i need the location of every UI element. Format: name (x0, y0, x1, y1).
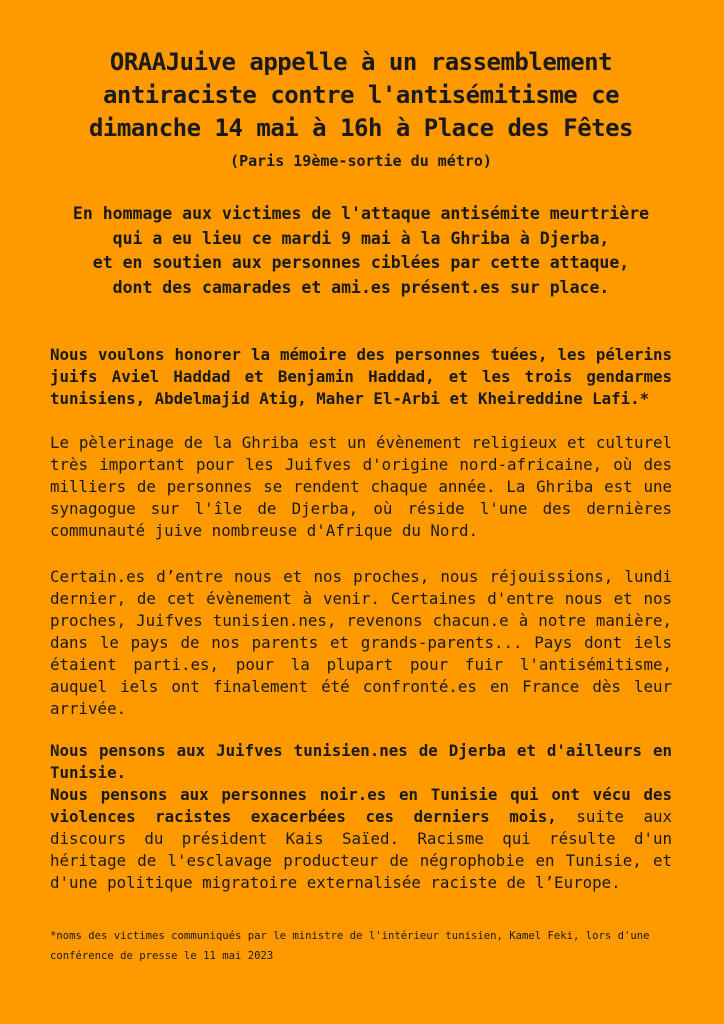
poster-title-line-3: dimanche 14 mai à 16h à Place des Fêtes (88, 114, 634, 142)
pensons-noires-bold-span: Nous pensons aux personnes noir.es en Tunisie qui ont vécu des violences racistes exacerbées ces derniers mois, (50, 785, 672, 826)
poster-title (50, 46, 672, 145)
paragraph-block-pensons (50, 740, 672, 894)
tribute-section (50, 202, 672, 300)
paragraph-ghriba-pilgrimage: Le pèlerinage de la Ghriba est un évènement religieux et culturel très important pour les Juifves d'origine nord-africaine, où des milliers de personnes se rendent chaque année. La Ghriba est une synagogue sur l'île de Djerba, où réside l'une des dernières communauté juive nombreuse d'Afrique du Nord. (50, 433, 672, 540)
paragraph-honor-victims: Nous voulons honorer la mémoire des personnes tuées, les pélerins juifs Aviel Haddad et Benjamin Haddad, et les trois gendarmes tunisiens, Abdelmajid Atig, Maher El-Arbi et Kheireddine Lafi.* (50, 345, 672, 408)
footnote-victims-names: *noms des victimes communiqués par le ministre de l'intérieur tunisien, Kamel Feki, lors d'une conférence de presse le 11 mai 2023 (50, 930, 650, 962)
paragraph-pensons-juifves: Nous pensons aux Juifves tunisien.nes de Djerba et d'ailleurs en Tunisie. (50, 741, 672, 782)
tribute-line-4: dont des camarades et ami.es présent.es sur place. (112, 277, 610, 297)
poster-subtitle: (Paris 19ème-sortie du métro) (230, 152, 492, 170)
poster-title-line-1: ORAAJuive appelle à un rassemblement (109, 48, 613, 76)
paragraph-pensons-noires (50, 784, 672, 894)
tribute-line-3: et en soutien aux personnes ciblées par cette attaque, (92, 253, 630, 272)
tribute-line-2: qui a eu lieu ce mardi 9 mai à la Ghriba à Djerba, (112, 228, 610, 248)
paragraph-certains-proches: Certain.es d’entre nous et nos proches, nous réjouissions, lundi dernier, de cet évènement à venir. Certaines d'entre nous et nos proches, Juifves tunisien.nes, revenons chacun.e à notre manière, dans le pays de nos parents et grands-parents... Pays dont iels étaient parti.es, pour la plupart pour fuir l'antisémitisme, auquel iels ont finalement été confronté.es en France dès leur arrivée. (50, 567, 672, 718)
poster-title-line-2: antiraciste contre l'antisémitisme ce (102, 81, 620, 109)
pensons-noires-regular-span: suite aux discours du président Kais Saïed. Racisme qui résulte d'un héritage de l'esclavage producteur de négrophobie en Tunisie, et d'une politique migratoire externalisée raciste de l’Europe. (50, 807, 672, 892)
tribute-line-1: En hommage aux victimes de l'attaque antisémite meurtrière (72, 204, 650, 223)
